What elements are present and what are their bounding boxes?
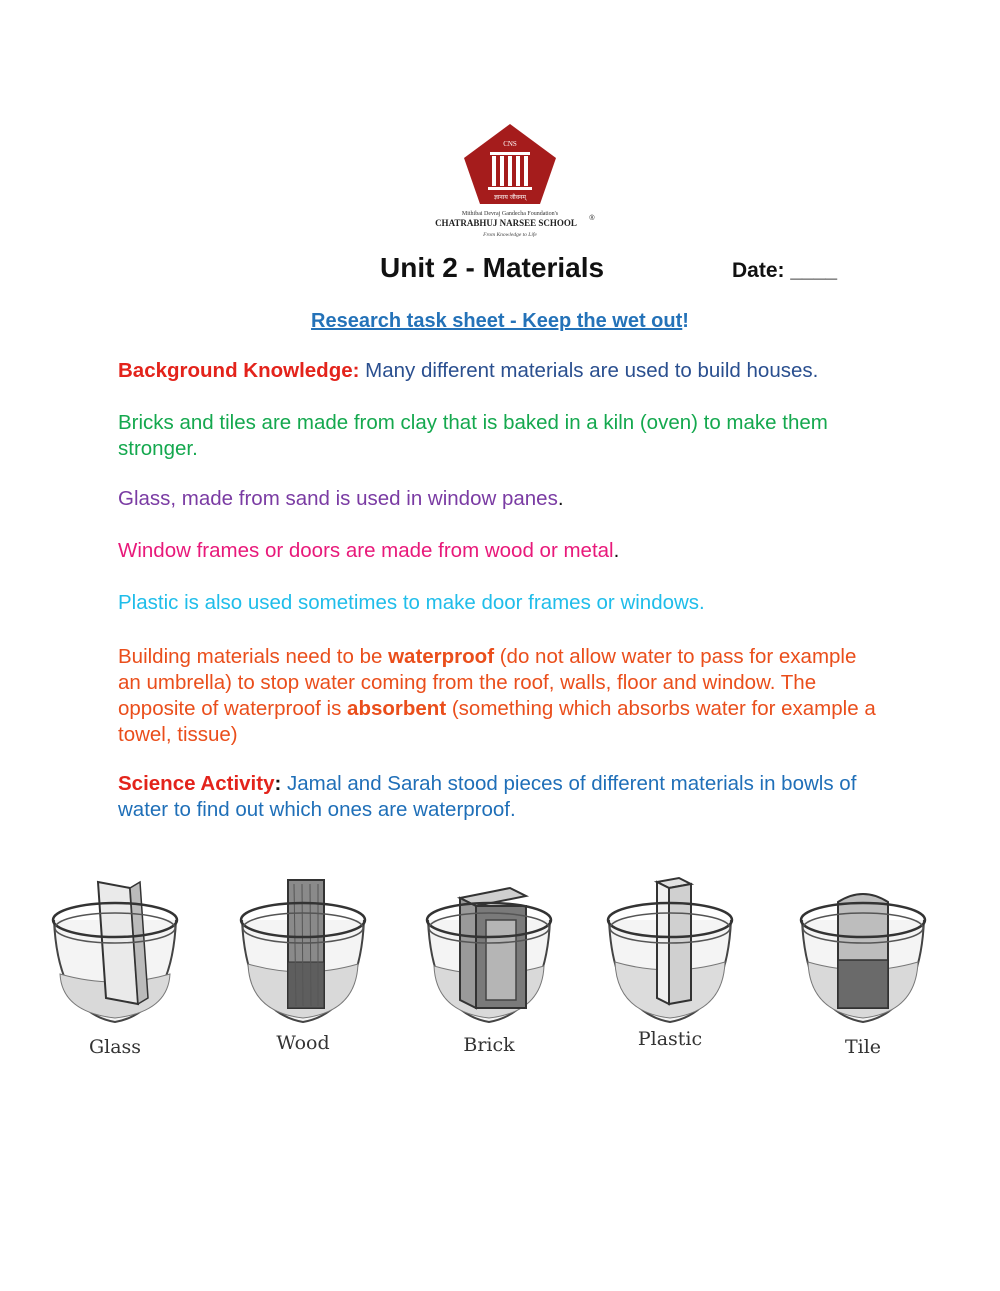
figure-label: Plastic xyxy=(637,1028,703,1050)
brick-bowl-illustration xyxy=(414,862,564,1032)
activity-heading: Science Activity xyxy=(118,772,275,795)
figure-tile xyxy=(788,862,938,1067)
background-paragraph xyxy=(118,358,878,384)
waterproof-term: waterproof xyxy=(388,645,495,668)
school-logo xyxy=(420,118,600,248)
figure-wood xyxy=(228,862,378,1067)
activity-colon: : xyxy=(274,772,282,795)
logo-tagline: From Knowledge to Life xyxy=(483,232,537,238)
title-row xyxy=(0,252,1000,292)
glass-paragraph xyxy=(118,486,878,512)
logo-school-name: CHATRABHUJ NARSEE SCHOOL xyxy=(435,218,577,228)
date-label: Date: ____ xyxy=(732,259,838,282)
logo-emblem-text: CNS xyxy=(503,140,517,148)
figure-glass xyxy=(40,862,190,1067)
subtitle xyxy=(0,310,1000,333)
waterproof-paragraph xyxy=(118,644,878,748)
frames-paragraph xyxy=(118,538,878,564)
plastic-paragraph: Plastic is also used sometimes to make door frames or windows. xyxy=(118,591,705,614)
figure-brick xyxy=(414,862,564,1067)
glass-end: . xyxy=(557,487,564,510)
absorbent-term: absorbent xyxy=(347,697,447,720)
background-heading: Background Knowledge: xyxy=(118,359,360,382)
background-text: Many different materials are used to build houses. xyxy=(359,359,819,382)
figure-label: Tile xyxy=(844,1036,882,1058)
figure-label: Wood xyxy=(276,1032,330,1054)
glass-bowl-illustration xyxy=(40,862,190,1032)
figure-label: Glass xyxy=(88,1036,142,1058)
tile-bowl-illustration xyxy=(788,862,938,1032)
waterproof-text-3: (something which absorbs water for example a towel, tissue) xyxy=(118,697,876,746)
waterproof-text-2: (do not allow water to pass for example an umbrella) to stop water coming from the roof, walls, floor and window. The opposite of waterproof is xyxy=(118,645,857,720)
logo-foundation: Mithibai Devraj Gandecha Foundation's xyxy=(461,211,559,217)
activity-text: Jamal and Sarah stood pieces of different materials in bowls of water to find out which ones are waterproof. xyxy=(118,772,857,821)
logo-registered-mark: ® xyxy=(589,215,595,222)
waterproof-text-1: Building materials need to be xyxy=(118,645,389,668)
frames-text: Window frames or doors are made from wood or metal xyxy=(118,539,614,562)
bricks-paragraph: Bricks and tiles are made from clay that is baked in a kiln (oven) to make them stronger. xyxy=(118,411,828,460)
frames-end: . xyxy=(613,539,620,562)
figure-label: Brick xyxy=(463,1034,515,1056)
experiment-figures xyxy=(30,862,960,1072)
glass-text: Glass, made from sand is used in window panes xyxy=(118,487,558,510)
wood-bowl-illustration xyxy=(228,862,378,1032)
activity-paragraph xyxy=(118,771,878,823)
subtitle-suffix: ! xyxy=(682,310,689,332)
subtitle-link[interactable]: Research task sheet - Keep the wet out xyxy=(311,310,683,332)
figure-plastic xyxy=(595,862,745,1067)
logo-motto: ज्ञानाय जीवनम् xyxy=(494,194,526,201)
plastic-bowl-illustration xyxy=(595,862,745,1032)
page-title: Unit 2 - Materials xyxy=(380,252,605,283)
